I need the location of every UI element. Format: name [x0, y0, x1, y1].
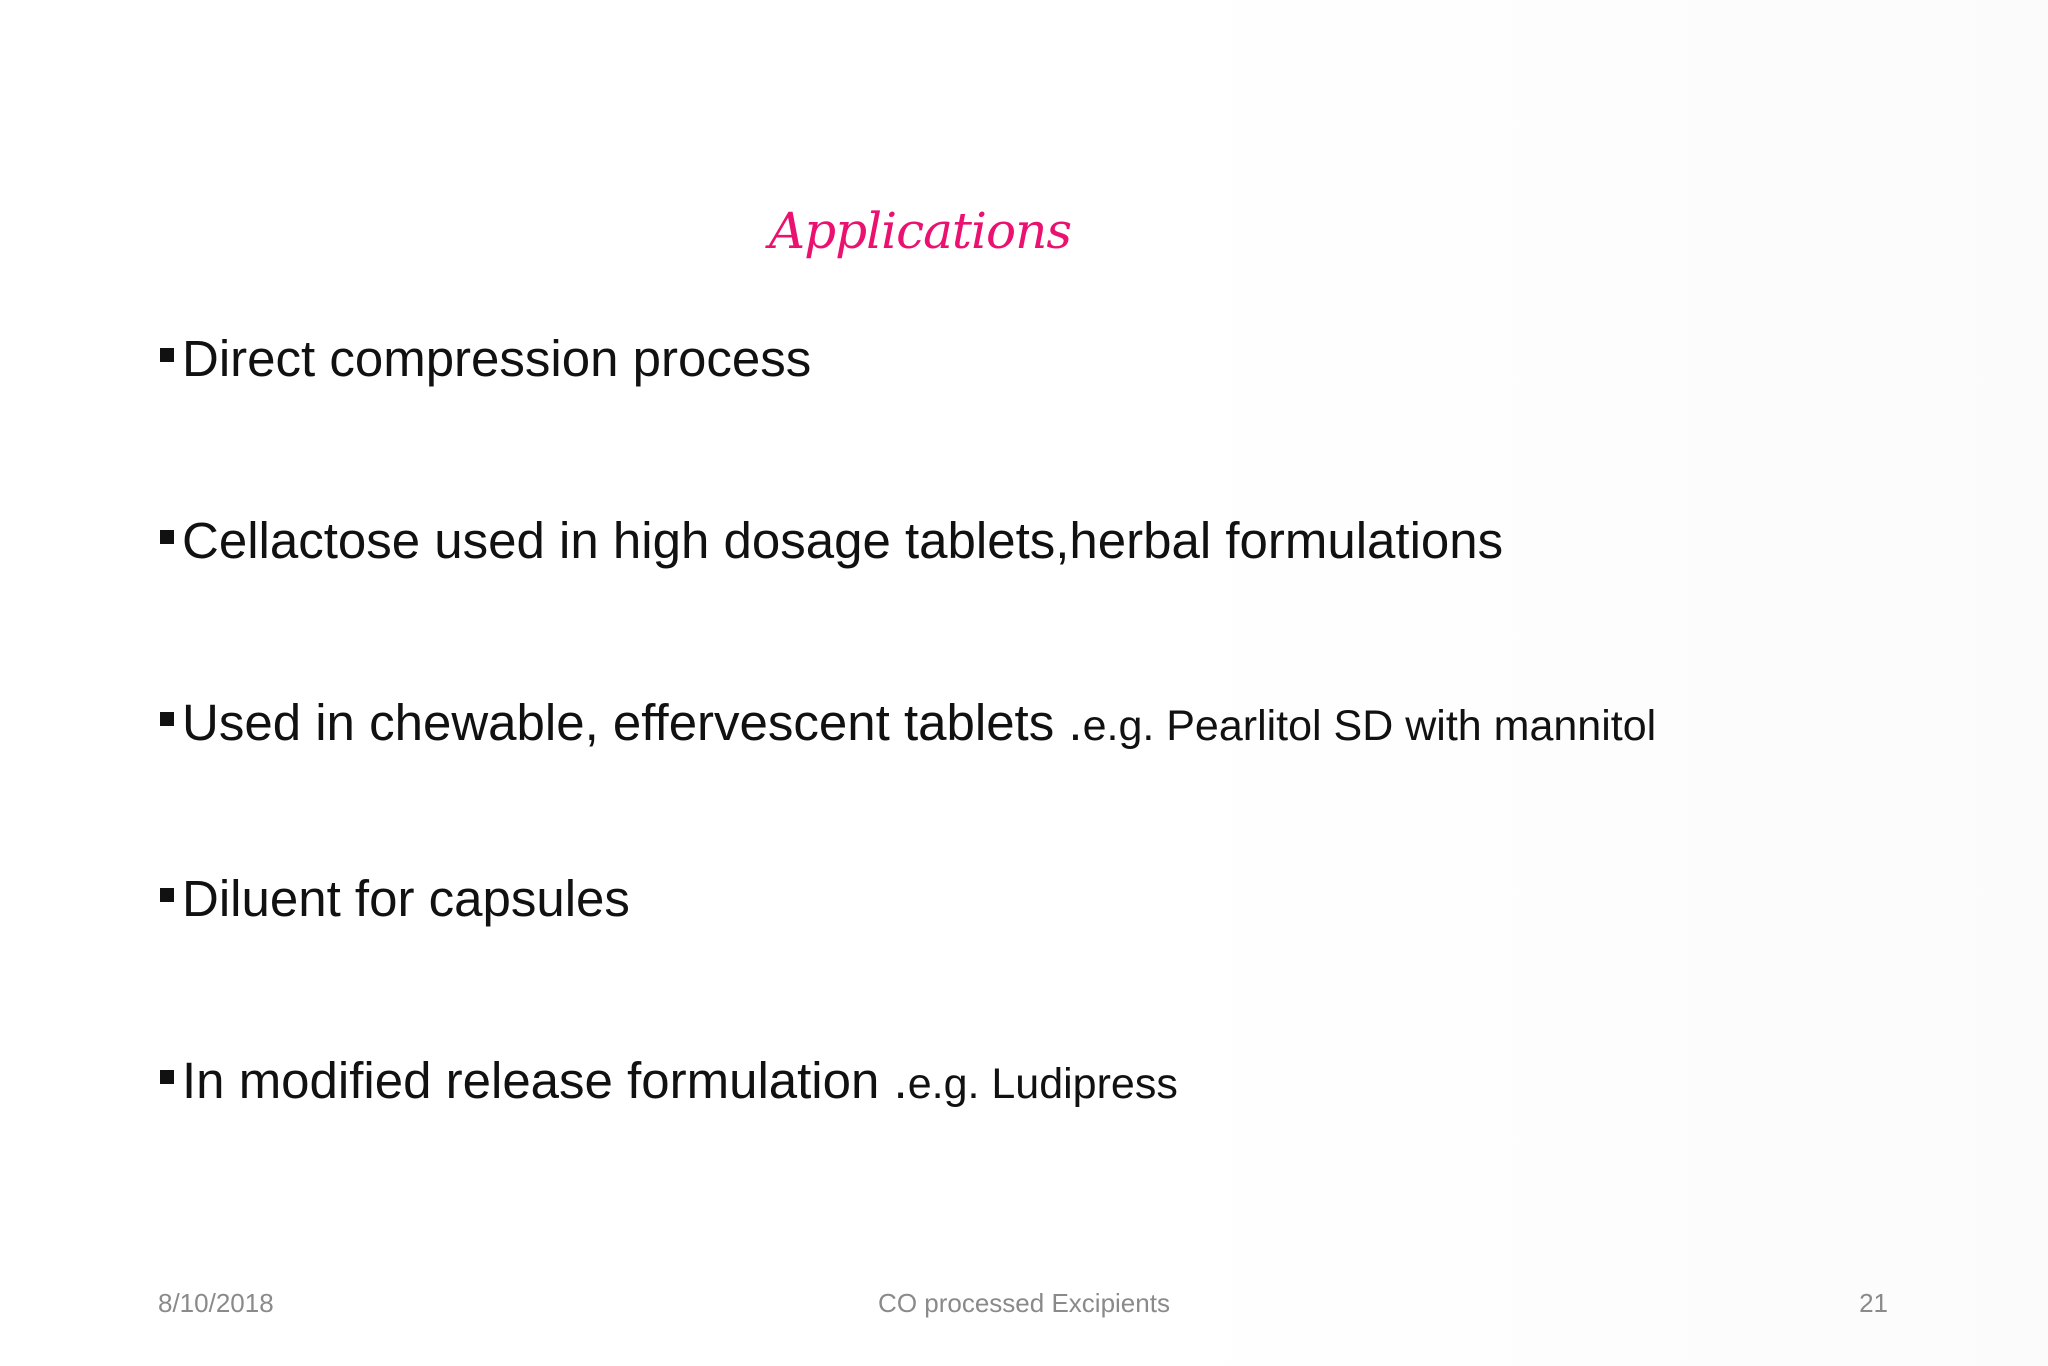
- footer-date: 8/10/2018: [158, 1288, 274, 1318]
- slide-title: Applications: [769, 202, 1071, 260]
- footer-page-number: 21: [1859, 1288, 1888, 1318]
- bullet-item: [160, 688, 1656, 761]
- square-bullet-icon: [160, 888, 174, 902]
- square-bullet-icon: [160, 712, 174, 726]
- footer-title: CO processed Excipients: [878, 1288, 1170, 1318]
- bullet-item: [160, 1046, 1178, 1119]
- bullet-example: e.g. Pearlitol SD with mannitol: [1082, 702, 1657, 750]
- bullet-text: Direct compression process: [182, 330, 812, 387]
- bullet-item: [160, 506, 1503, 576]
- bullet-text: Used in chewable, effervescent tablets .: [182, 694, 1083, 751]
- bullet-text: Cellactose used in high dosage tablets,herbal formulations: [182, 512, 1504, 569]
- bullet-item: [160, 864, 630, 934]
- bullet-text: Diluent for capsules: [182, 870, 630, 927]
- square-bullet-icon: [160, 348, 174, 362]
- square-bullet-icon: [160, 1070, 174, 1084]
- bullet-item: [160, 324, 811, 394]
- bullet-example: e.g. Ludipress: [907, 1060, 1178, 1108]
- bullet-text: In modified release formulation .: [182, 1052, 908, 1109]
- square-bullet-icon: [160, 530, 174, 544]
